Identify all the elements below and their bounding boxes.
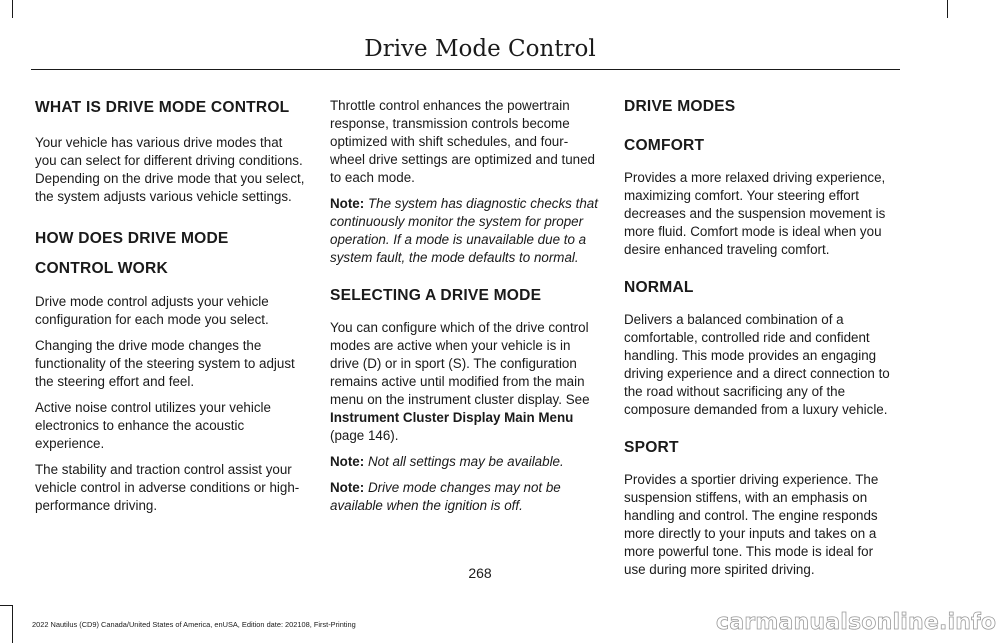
cross-reference-link[interactable]: Instrument Cluster Display Main Menu — [330, 410, 574, 425]
crop-mark-bottom-left-v — [12, 605, 13, 643]
paragraph: Changing the drive mode changes the functionality of the steering system to adjust the steering effort and feel. — [35, 338, 295, 389]
paragraph: Provides a sportier driving experience. The suspension stiffens, with an emphasis on handling and control. The engine responds more directly to your inputs and takes on a more powerful tone. This mode is ideal for use during more spirited driving. — [624, 472, 879, 577]
paragraph: Delivers a balanced combination of a comfortable, controlled ride and confident handling. This mode provides an engaging driving experience and a direct connection to the road without sacrificing any of the composure demanded from a luxury vehicle. — [624, 312, 890, 417]
paragraph: Active noise control utilizes your vehicle electronics to enhance the acoustic experience. — [35, 400, 271, 451]
header-divider — [31, 69, 900, 70]
note-text: Drive mode changes may not be available when the ignition is off. — [330, 480, 561, 513]
note-label: Note: — [330, 196, 365, 211]
paragraph: The stability and traction control assist your vehicle control in adverse conditions or high-performance driving. — [35, 462, 300, 513]
crop-mark-bottom-left-h — [0, 605, 12, 606]
footer-edition-info: 2022 Nautilus (CD9) Canada/United States of America, enUSA, Edition date: 202108, First-Printing — [32, 620, 356, 629]
heading-drive-modes: DRIVE MODES — [624, 98, 736, 115]
heading-normal: NORMAL — [624, 279, 694, 296]
note — [330, 453, 600, 471]
paragraph: Provides a more relaxed driving experience, maximizing comfort. Your steering effort decreases and the suspension movement is more fluid. Comfort mode is ideal when you desire enhanced traveling comfort. — [624, 170, 886, 257]
heading-comfort: COMFORT — [624, 137, 705, 154]
column-1 — [35, 94, 305, 515]
paragraph-text: You can configure which of the drive control modes are active when your vehicle is in drive (D) or in sport (S). The configuration remains active until modified from the main menu on the instrument cluster display. See — [330, 320, 590, 407]
heading-how-does-drive-mode-control-work-line1: HOW DOES DRIVE MODE — [35, 230, 229, 247]
watermark: carmanualsonline.info — [716, 610, 996, 635]
heading-how-does-drive-mode-control-work-line2: CONTROL WORK — [35, 260, 168, 277]
crop-mark-top-left-v — [12, 0, 13, 18]
paragraph: Your vehicle has various drive modes that you can select for different driving conditions. Depending on the drive mode that you select, the system adjusts various vehicle settings. — [35, 135, 305, 204]
page-number: 268 — [468, 565, 492, 581]
column-3 — [624, 94, 894, 579]
note-text: Not all settings may be available. — [367, 454, 564, 469]
paragraph — [330, 319, 600, 445]
note-label: Note: — [330, 480, 365, 495]
paragraph: Drive mode control adjusts your vehicle configuration for each mode you select. — [35, 294, 269, 327]
note — [330, 195, 600, 267]
heading-selecting-a-drive-mode: SELECTING A DRIVE MODE — [330, 287, 542, 304]
page-title: Drive Mode Control — [364, 36, 596, 62]
paragraph: Throttle control enhances the powertrain response, transmission controls become optimized with shift schedules, and four-wheel drive settings are optimized and tuned to each mode. — [330, 98, 595, 185]
note-text: The system has diagnostic checks that continuously monitor the system for proper operation. If a mode is unavailable due to a system fault, the mode defaults to normal. — [330, 196, 598, 265]
note — [330, 479, 600, 515]
crop-mark-top-right-v — [947, 0, 948, 18]
heading-what-is-drive-mode-control: WHAT IS DRIVE MODE CONTROL — [35, 99, 290, 116]
column-2 — [330, 94, 600, 515]
note-label: Note: — [330, 454, 365, 469]
cross-reference-page: (page 146). — [330, 428, 399, 443]
heading-sport: SPORT — [624, 439, 679, 456]
